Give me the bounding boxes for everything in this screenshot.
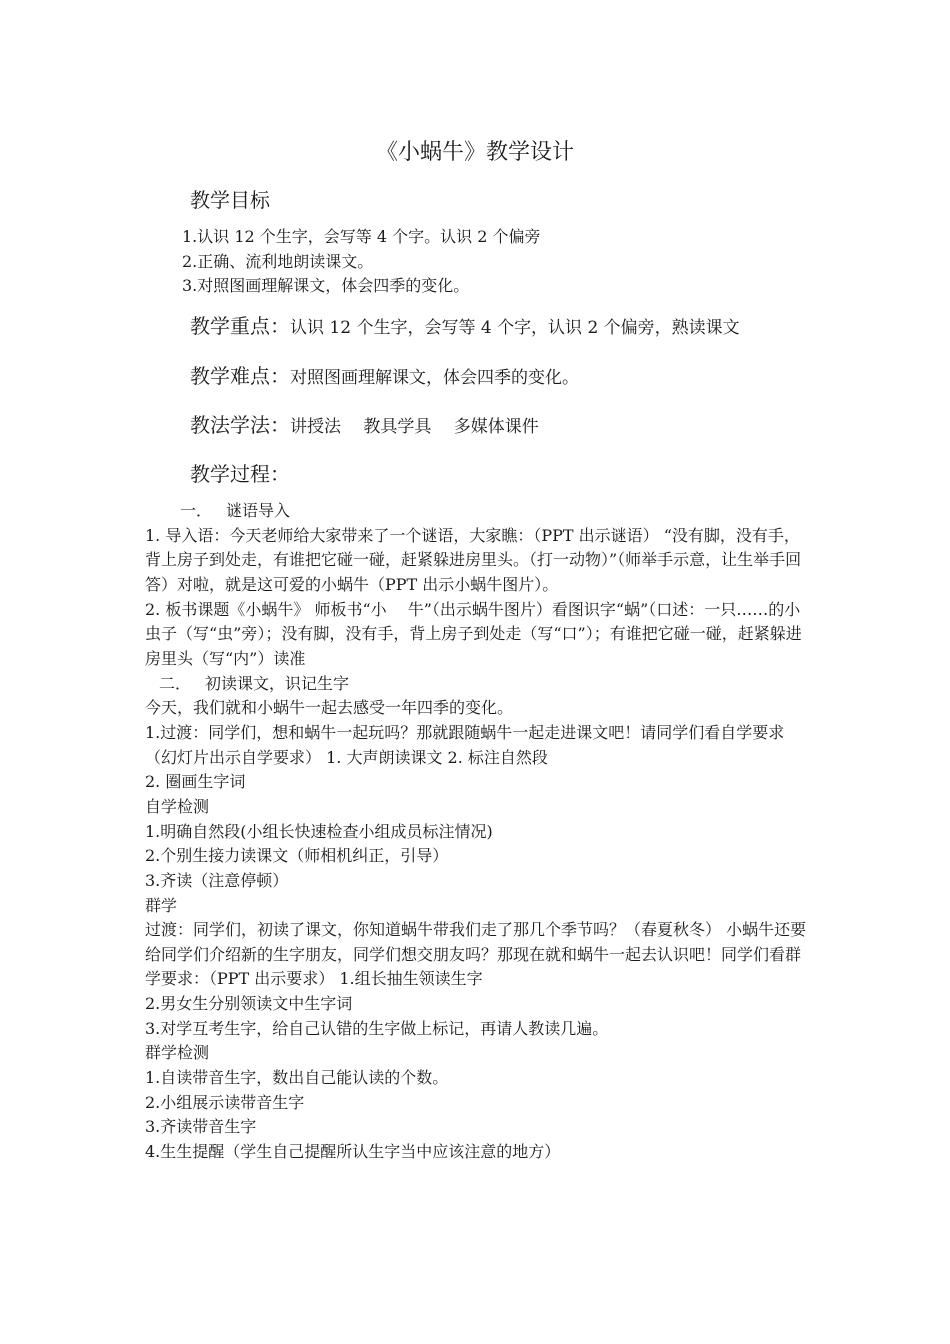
document-title: 《小蜗牛》教学设计: [375, 140, 574, 165]
section-heading: [145, 672, 809, 697]
paragraph: 2.男女生分别领读文中生字词: [145, 994, 353, 1014]
paragraph: 2.个别生接力读课文（师相机纠正，引导）: [145, 846, 449, 866]
difficulty-text: 对照图画理解课文，体会四季的变化。: [290, 368, 579, 388]
section-title: 初读课文，识记生字: [205, 673, 350, 693]
section-number: 二．: [159, 673, 192, 693]
paragraph: 4.生生提醒（学生自己提醒所认生字当中应该注意的地方）: [145, 1142, 561, 1162]
paragraph: 1.自读带音生字，数出自己能认读的个数。: [145, 1068, 449, 1088]
methods-label: 教法学法：: [190, 413, 290, 437]
paragraph: 1. 导入语：今天老师给大家带来了一个谜语，大家瞧：（PPT 出示谜语） “没有脚，没有手，背上房子到处走，有谁把它碰一碰，赶紧躲进房里头。（打一动物）”（师举手示意，让生举手回答）对啦，就是这可爱的小蜗牛（PPT 出示小蜗牛图片）。: [145, 525, 802, 594]
process-body: [145, 499, 809, 1165]
paragraph: 3.对学互考生字，给自己认错的生字做上标记，再请人教读几遍。: [145, 1018, 609, 1038]
difficulty-label: 教学难点：: [190, 364, 290, 388]
paragraph: 过渡：同学们，初读了课文，你知道蜗牛带我们走了那几个季节吗？（春夏秋冬） 小蜗牛还要给同学们介绍新的生字朋友，同学们想交朋友吗？那现在就和蜗牛一起去认识吧！同学们看群学要求：（PPT 出示要求） 1.组长抽生领读生字: [145, 920, 807, 989]
section-number: 一．: [180, 501, 213, 520]
paragraph: 自学检测: [145, 796, 210, 816]
key-point-label: 教学重点：: [190, 314, 290, 338]
paragraph: 3.齐读（注意停顿）: [145, 870, 289, 890]
paragraph: 群学检测: [145, 1043, 210, 1063]
paragraph: 1.明确自然段(小组长快速检查小组成员标注情况): [145, 821, 493, 841]
methods-text: 讲授法 教具学具 多媒体课件: [290, 417, 539, 437]
objective-item: 2.正确、流利地朗读课文。: [182, 252, 374, 271]
key-point: [190, 312, 740, 342]
objective-item: 1.认识 12 个生字，会写等 4 个字。认识 2 个偏旁: [182, 227, 541, 246]
difficulty: [190, 362, 579, 392]
paragraph: 群学: [145, 895, 178, 915]
paragraph: 今天，我们就和小蜗牛一起去感受一年四季的变化。: [145, 698, 514, 718]
key-point-text: 认识 12 个生字，会写等 4 个字，认识 2 个偏旁，熟读课文: [290, 318, 740, 338]
paragraph: 2. 板书课题《小蜗牛》 师板书“小 牛”（出示蜗牛图片）看图识字“蜗”（口述：一只……的小虫子（写“虫”旁）；没有脚，没有手，背上房子到处走（写“口”）；有谁把它碰一碰，赶紧躲进房里头（写“内”）读准: [145, 599, 802, 668]
section-heading: [145, 499, 809, 524]
methods: [190, 411, 539, 441]
paragraph: 3.齐读带音生字: [145, 1117, 257, 1137]
objective-item: 3.对照图画理解课文，体会四季的变化。: [182, 276, 470, 295]
process-heading: 教学过程：: [190, 462, 290, 486]
section-title: 谜语导入: [226, 501, 291, 520]
paragraph: 2. 圈画生字词: [145, 772, 246, 792]
objectives-heading: 教学目标: [190, 188, 270, 212]
paragraph: 1.过渡：同学们，想和蜗牛一起玩吗？那就跟随蜗牛一起走进课文吧！请同学们看自学要求（幻灯片出示自学要求） 1. 大声朗读课文 2. 标注自然段: [145, 722, 785, 767]
paragraph: 2.小组展示读带音生字: [145, 1092, 305, 1112]
